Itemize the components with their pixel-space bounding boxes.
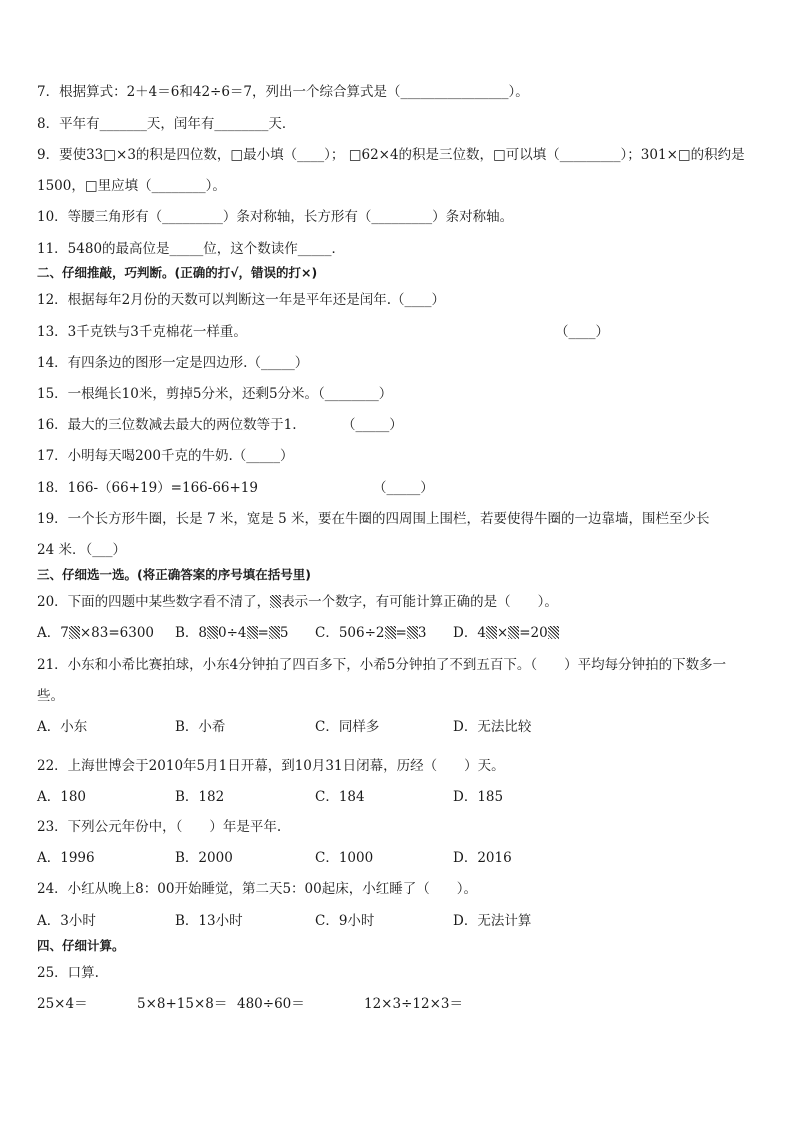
smudge-icon	[486, 626, 497, 639]
q23-option-c: C．1000	[315, 850, 374, 866]
question-22: 22．上海世博会于2010年5月1日开幕，到10月31日闭幕，历经（ ）天。	[37, 758, 505, 774]
smudge-icon	[270, 595, 281, 608]
q21-option-a: A．小东	[37, 719, 88, 735]
question-7: 7．根据算式：2＋4＝6和42÷6＝7，列出一个综合算式是（________________）。	[37, 84, 529, 100]
question-15: 15．一根绳长10米，剪掉5分米，还剩5分米。（________）	[37, 386, 393, 402]
oral-calc-item: 12×3÷12×3＝	[364, 996, 463, 1012]
q22-option-b: B．182	[175, 789, 225, 805]
q22-option-a: A．180	[37, 789, 87, 805]
question-19-line2: 24 米．（___）	[37, 542, 126, 558]
question-16-answer-paren: （_____）	[342, 417, 403, 433]
q21-option-b: B．小希	[175, 719, 226, 735]
smudge-icon	[508, 626, 519, 639]
q20-option-b: B．8 0÷4 = 5	[175, 625, 289, 641]
question-20-text-start: 20．下面的四题中某些数字看不清了，	[37, 594, 271, 610]
smudge-icon	[269, 626, 280, 639]
q23-option-a: A．1996	[37, 850, 95, 866]
question-23: 23．下列公元年份中，（ ）年是平年.	[37, 819, 282, 835]
q22-option-d: D．185	[453, 789, 504, 805]
question-21-line2: 些。	[37, 688, 64, 704]
question-19-line1: 19．一个长方形牛圈，长是 7 米，宽是 5 米，要在牛圈的四周围上围栏，若要使得牛圈的一边靠墙，围栏至少长	[37, 511, 710, 527]
q20-option-d: D．4 × =20	[453, 624, 559, 642]
question-17: 17．小明每天喝200千克的牛奶.（_____）	[37, 448, 294, 464]
q20-option-c: C．506÷2 = 3	[315, 625, 427, 641]
question-24: 24．小红从晚上8：00开始睡觉，第二天5：00起床，小红睡了（ ）。	[37, 881, 477, 897]
section-2-heading: 二、仔细推敲，巧判断。(正确的打√，错误的打×)	[37, 265, 318, 280]
oral-calc-item: 25×4＝	[37, 996, 88, 1012]
question-18-answer-paren: （_____）	[373, 480, 434, 496]
question-10: 10．等腰三角形有（_________）条对称轴，长方形有（_________）条对称轴。	[37, 209, 514, 225]
smudge-icon	[548, 626, 559, 639]
oral-calc-item: 480÷60＝	[237, 996, 305, 1012]
question-13-answer-paren: （____）	[555, 324, 609, 340]
q24-option-b: B．13小时	[175, 913, 243, 929]
q24-option-c: C．9小时	[315, 913, 375, 929]
question-11: 11．5480的最高位是_____位，这个数读作_____．	[37, 241, 346, 257]
question-9-line1: 9．要使33□×3的积是四位数，□最小填（____）； □62×4的积是三位数，□可以填（_________）；301×□的积约是	[37, 147, 745, 163]
section-3-heading: 三、仔细选一选。(将正确答案的序号填在括号里)	[37, 567, 311, 582]
question-12: 12．根据每年2月份的天数可以判断这一年是平年还是闰年.（____）	[37, 292, 446, 308]
question-18: 18．166-（66+19）=166-66+19	[37, 480, 258, 496]
smudge-icon	[407, 626, 418, 639]
question-25: 25．口算.	[37, 965, 99, 981]
q21-option-d: D．无法比较	[453, 719, 532, 735]
smudge-icon	[69, 626, 80, 639]
smudge-icon	[247, 626, 258, 639]
q22-option-c: C．184	[315, 789, 365, 805]
smudge-icon	[385, 626, 396, 639]
section-4-heading: 四、仔细计算。	[37, 938, 125, 953]
question-16: 16．最大的三位数减去最大的两位数等于1.	[37, 417, 297, 433]
q24-option-d: D．无法计算	[453, 913, 532, 929]
q21-option-c: C．同样多	[315, 719, 380, 735]
question-21-line1: 21．小东和小希比赛拍球，小东4分钟拍了四百多下，小希5分钟拍了不到五百下。（ ）平均每分钟拍的下数多一	[37, 657, 727, 673]
q23-option-d: D．2016	[453, 850, 512, 866]
q23-option-b: B．2000	[175, 850, 233, 866]
question-20-text-end: 表示一个数字，有可能计算正确的是（ ）。	[281, 594, 558, 610]
question-20	[37, 593, 558, 611]
question-13: 13．3千克铁与3千克棉花一样重。	[37, 324, 247, 340]
q20-option-a: A．7 ×83=6300	[37, 625, 155, 641]
oral-calc-item: 5×8+15×8＝	[137, 996, 228, 1012]
question-14: 14．有四条边的图形一定是四边形.（_____）	[37, 355, 309, 371]
q24-option-a: A．3小时	[37, 913, 96, 929]
question-8: 8．平年有_______天，闰年有________天．	[37, 116, 296, 132]
question-9-line2: 1500，□里应填（________）。	[37, 178, 226, 194]
smudge-icon	[207, 626, 218, 639]
